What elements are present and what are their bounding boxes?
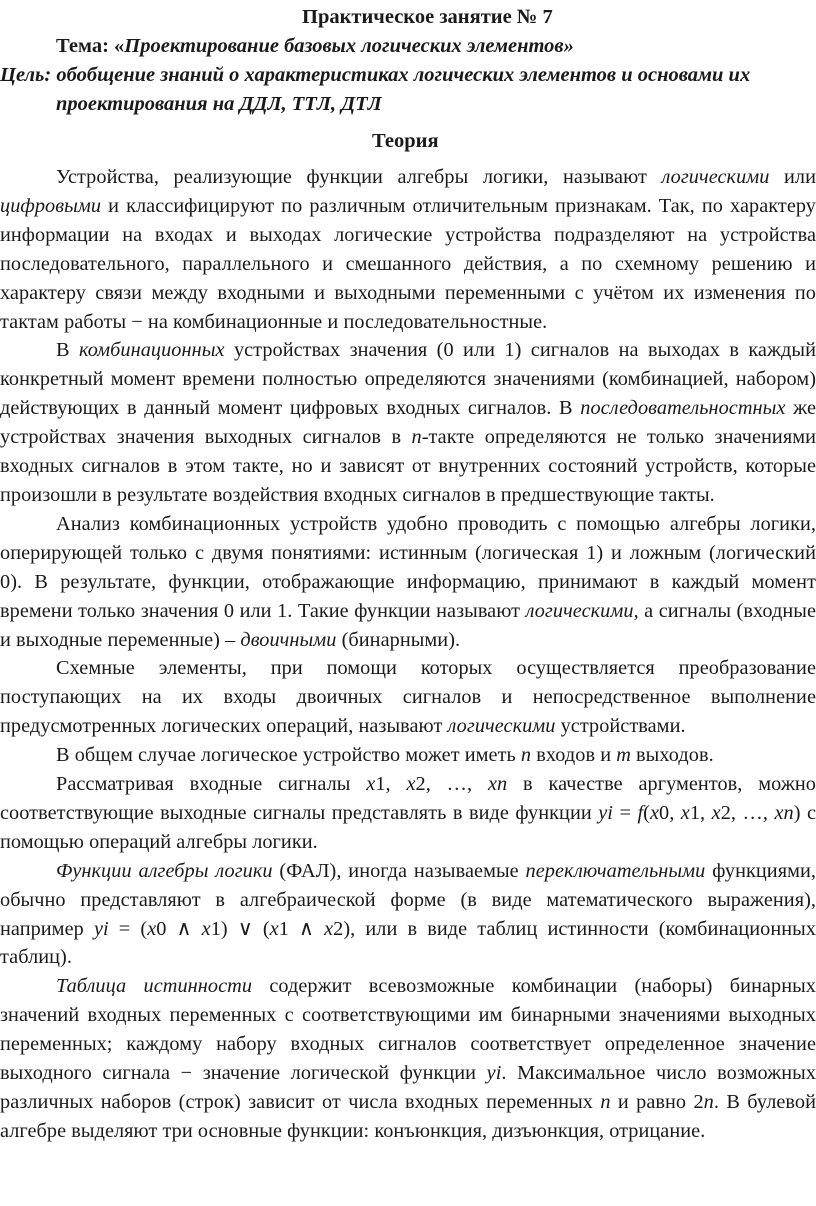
paragraph-8: Таблица истинности содержит всевозможные комбинации (наборы) бинарных значений входных переменных с соответствующими им бинарными значениями выходных переменных; каждому набору входных сигналов соответствует определенное значение выходного сигнала − значение логической функции yi. Максимальное число возможных различных наборов (строк) зависит от числа входных переменных n и равно 2n. В булевой алгебре выделяют три основные функции: конъюнкция, дизъюнкция, отрицание. <box>0 975 816 1142</box>
body-text <box>0 163 816 1146</box>
topic-open-quote: « <box>114 35 125 57</box>
paragraph-5: В общем случае логическое устройство может иметь n входов и m выходов. <box>56 744 714 767</box>
goal-line-1 <box>0 62 750 88</box>
section-heading: Теория <box>372 130 439 152</box>
paragraph-7: Функции алгебры логики (ФАЛ), иногда называемые переключательными функциями, обычно представляют в алгебраической форме (в виде математического выражения), например yi = (x0 ∧ x1) ∨ (x1 ∧ x2), или в виде таблиц истинности (комбинационных таблиц). <box>0 859 816 969</box>
page-title: Практическое занятие № 7 <box>302 6 553 28</box>
paragraph-2: В комбинационных устройствах значения (0 или 1) сигналов на выходах в каждый конкретный момент времени полностью определяются значениями (комбинацией, набором) действующих в данный момент цифровых входных сигналов. В последовательностных же устройствах значения выходных сигналов в n-такте определяются не только значениями входных сигналов в этом такте, но и зависят от внутренних состояний устройств, которые произошли в результате воздействия входных сигналов в предшествующие такты. <box>0 339 816 506</box>
paragraph-6: Рассматривая входные сигналы x1, x2, …, xn в качестве аргументов, можно соответствующие выходные сигналы представлять в виде функции yi = f(x0, x1, x2, …, xn) с помощью операций алгебры логики. <box>0 773 816 853</box>
goal-label: Цель: <box>0 64 52 86</box>
paragraph-1: Устройства, реализующие функции алгебры логики, называют логическими или цифровыми и классифицируют по различным отличительным признакам. Так, по характеру информации на входах и выходах логические устройства подразделяют на устройства последовательного, параллельного и смешанного действия, а по схемному решению и характеру связи между входными и выходными переменными с учётом их изменения по тактам работы − на комбинационные и последовательностные. <box>0 166 816 333</box>
goal-text-1: обобщение знаний о характеристиках логических элементов и основами их <box>56 64 751 86</box>
topic-text: Проектирование базовых логических элементов» <box>124 35 574 57</box>
topic-label: Тема: <box>56 35 109 57</box>
topic-line <box>56 33 574 59</box>
paragraph-3: Анализ комбинационных устройств удобно проводить с помощью алгебры логики, оперирующей только с двумя понятиями: истинным (логическая 1) и ложным (логический 0). В результате, функции, отображающие информацию, принимают в каждый момент времени только значения 0 или 1. Такие функции называют логическими, а сигналы (входные и выходные переменные) – двоичными (бинарными). <box>0 512 816 651</box>
goal-line-2: проектирования на ДДЛ, ТТЛ, ДТЛ <box>56 93 382 115</box>
paragraph-4: Схемные элементы, при помощи которых осуществляется преобразование поступающих на их входы двоичных сигналов и непосредственное выполнение предусмотренных логических операций, называют логическими устройствами. <box>0 657 816 738</box>
